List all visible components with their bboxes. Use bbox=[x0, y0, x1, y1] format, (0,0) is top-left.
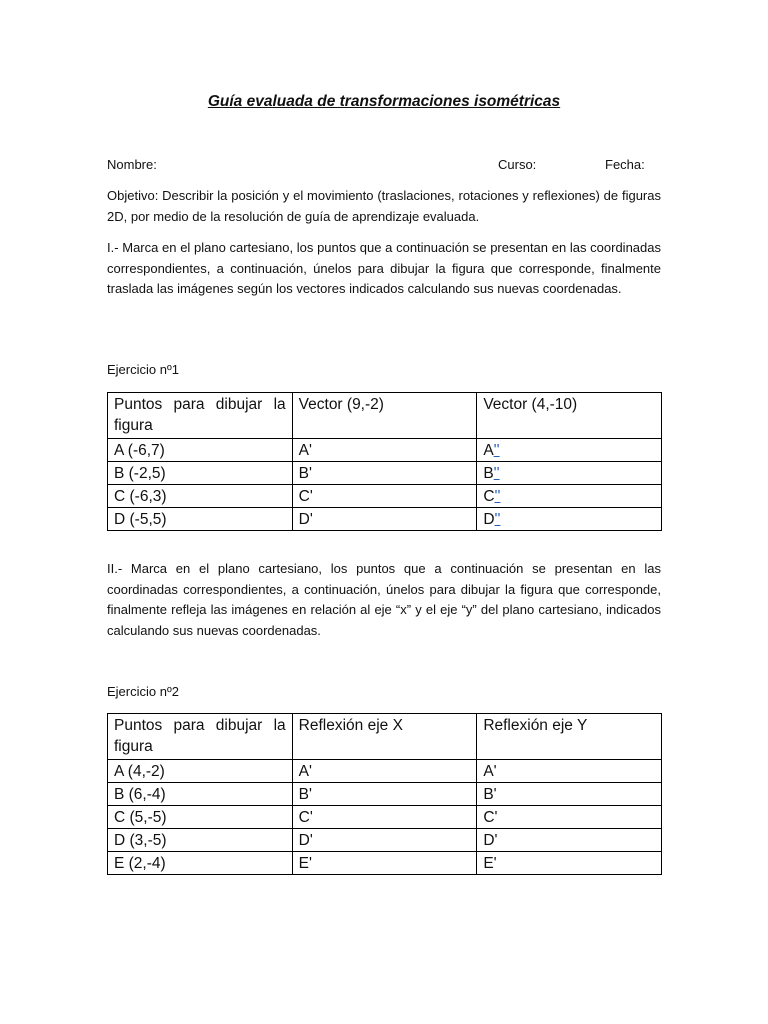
reflection-x-cell: B' bbox=[292, 783, 477, 806]
point-cell: C (5,-5) bbox=[108, 806, 293, 829]
reflection-y-cell: E' bbox=[477, 852, 662, 875]
table-header-row bbox=[108, 714, 662, 760]
header-points: Puntos para dibujar la figura bbox=[108, 393, 293, 439]
exercise1-table bbox=[107, 392, 662, 531]
point-cell: B (6,-4) bbox=[108, 783, 293, 806]
table-row bbox=[108, 852, 662, 875]
translated-cell: D' bbox=[292, 508, 477, 531]
exercise2-label: Ejercicio nº2 bbox=[107, 684, 179, 699]
reflection-x-cell: E' bbox=[292, 852, 477, 875]
double-prime-mark: '' bbox=[494, 511, 501, 528]
table-row bbox=[108, 439, 662, 462]
translated-cell: A' bbox=[292, 439, 477, 462]
reflection-x-cell: C' bbox=[292, 806, 477, 829]
header-vector-1: Vector (9,-2) bbox=[292, 393, 477, 439]
double-prime-mark: '' bbox=[493, 442, 500, 459]
reflection-y-cell: C' bbox=[477, 806, 662, 829]
reflection-y-cell: A' bbox=[477, 760, 662, 783]
point-cell: C (-6,3) bbox=[108, 485, 293, 508]
header-vector-2: Vector (4,-10) bbox=[477, 393, 662, 439]
student-header bbox=[107, 157, 661, 177]
objective-paragraph: Objetivo: Describir la posición y el movimiento (traslaciones, rotaciones y reflexiones) de figuras 2D, por medio de la resolución de guía de aprendizaje evaluada. bbox=[107, 188, 661, 224]
point-letter: D bbox=[483, 511, 495, 528]
point-cell: D (3,-5) bbox=[108, 829, 293, 852]
double-prime-mark: '' bbox=[494, 488, 501, 505]
document-title: Guía evaluada de transformaciones isométricas bbox=[207, 93, 561, 110]
translated-cell-2 bbox=[477, 508, 662, 531]
exercise2-table bbox=[107, 713, 662, 875]
reflection-y-cell: D' bbox=[477, 829, 662, 852]
table-row bbox=[108, 485, 662, 508]
header-reflection-x: Reflexión eje X bbox=[292, 714, 477, 760]
table-row bbox=[108, 783, 662, 806]
table-row bbox=[108, 829, 662, 852]
table-row bbox=[108, 806, 662, 829]
translated-cell-2 bbox=[477, 485, 662, 508]
table-row bbox=[108, 508, 662, 531]
reflection-x-cell: D' bbox=[292, 829, 477, 852]
translated-cell: C' bbox=[292, 485, 477, 508]
table-row bbox=[108, 462, 662, 485]
point-letter: C bbox=[483, 488, 495, 505]
date-label: Fecha: bbox=[605, 157, 645, 172]
section1-instructions: I.- Marca en el plano cartesiano, los puntos que a continuación se presentan en las coordinadas correspondientes, a continuación, únelos para dibujar la figura que corresponde, finalmente traslada las imágenes según los vectores indicados calculando sus nuevas coordenadas. bbox=[107, 240, 661, 296]
point-cell: D (-5,5) bbox=[108, 508, 293, 531]
point-letter: B bbox=[483, 465, 494, 482]
section2-instructions: II.- Marca en el plano cartesiano, los puntos que a continuación se presentan en las coordinadas correspondientes, a continuación, únelos para dibujar la figura que corresponde, finalmente refleja las imágenes en relación al eje “x” y el eje “y” del plano cartesiano, indicados calculando sus nuevas coordenadas. bbox=[107, 561, 661, 638]
translated-cell-2 bbox=[477, 462, 662, 485]
header-points: Puntos para dibujar la figura bbox=[108, 714, 293, 760]
course-label: Curso: bbox=[498, 157, 537, 172]
reflection-y-cell: B' bbox=[477, 783, 662, 806]
name-label: Nombre: bbox=[107, 157, 157, 172]
point-cell: E (2,-4) bbox=[108, 852, 293, 875]
point-cell: B (-2,5) bbox=[108, 462, 293, 485]
table-header-row bbox=[108, 393, 662, 439]
table-row bbox=[108, 760, 662, 783]
point-cell: A (-6,7) bbox=[108, 439, 293, 462]
double-prime-mark: '' bbox=[493, 465, 500, 482]
point-cell: A (4,-2) bbox=[108, 760, 293, 783]
header-reflection-y: Reflexión eje Y bbox=[477, 714, 662, 760]
exercise1-label: Ejercicio nº1 bbox=[107, 362, 179, 377]
translated-cell: B' bbox=[292, 462, 477, 485]
point-letter: A bbox=[483, 442, 494, 459]
reflection-x-cell: A' bbox=[292, 760, 477, 783]
translated-cell-2 bbox=[477, 439, 662, 462]
